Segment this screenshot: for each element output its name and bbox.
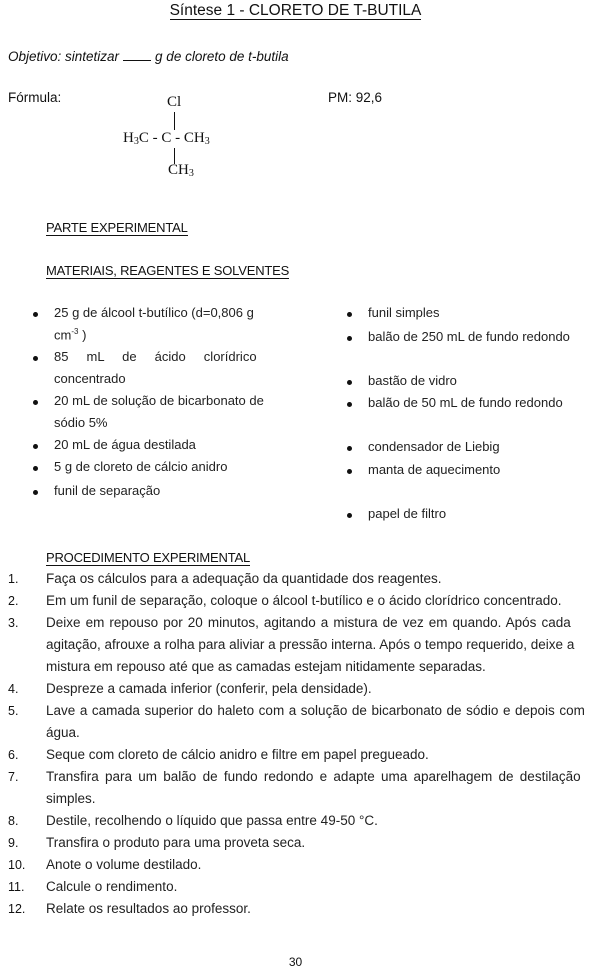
objective-blank	[123, 48, 151, 61]
step-text: Transfira para um balão de fundo redondo e adapte uma aparelhagem de destilação	[46, 769, 581, 784]
list-item: 25 g de álcool t-butílico (d=0,806 g	[54, 305, 254, 320]
step-number: 10.	[8, 858, 26, 872]
bullet-icon	[33, 490, 38, 495]
step-text: Em um funil de separação, coloque o álcool t-butílico e o ácido clorídrico concentrado.	[46, 593, 562, 608]
list-item: bastão de vidro	[368, 373, 457, 388]
structure-middle: $H_3C$ - C - $CH_3$	[123, 130, 210, 147]
bullet-icon	[33, 444, 38, 449]
page-title-text: Síntese 1 - CLORETO DE T-BUTILA	[169, 2, 422, 19]
section-materials: MATERIAIS, REAGENTES E SOLVENTES	[46, 263, 290, 278]
step-text: Transfira o produto para uma proveta seca.	[46, 835, 306, 850]
step-text: Lave a camada superior do haleto com a solução de bicarbonato de sódio e depois com	[46, 703, 585, 718]
step-text: Deixe em repouso por 20 minutos, agitando a mistura de vez em quando. Após cada	[46, 615, 571, 630]
step-text-cont: água.	[46, 725, 80, 740]
step-text: Faça os cálculos para a adequação da quantidade dos reagentes.	[46, 571, 442, 586]
list-item: 5 g de cloreto de cálcio anidro	[54, 459, 228, 474]
bullet-icon	[33, 466, 38, 471]
step-number: 11.	[8, 880, 25, 894]
page-title	[0, 2, 591, 20]
section-procedure: PROCEDIMENTO EXPERIMENTAL	[46, 550, 250, 565]
list-item: manta de aquecimento	[368, 462, 501, 477]
objective-line	[8, 48, 289, 64]
list-item: funil simples	[368, 305, 440, 320]
step-text: Despreze a camada inferior (conferir, pela densidade).	[46, 681, 372, 696]
bullet-icon	[347, 380, 352, 385]
step-text-cont: mistura em repouso até que as camadas estejam nitidamente separadas.	[46, 659, 486, 674]
list-item-cont: $cm^{-3}$ )	[54, 327, 87, 343]
list-item: balão de 50 mL de fundo redondo	[368, 395, 563, 410]
list-item: funil de separação	[54, 483, 161, 498]
bullet-icon	[347, 469, 352, 474]
step-number: 4.	[8, 682, 19, 696]
list-item: balão de 250 mL de fundo redondo	[368, 329, 570, 344]
list-item: papel de filtro	[368, 506, 447, 521]
bullet-icon	[347, 446, 352, 451]
objective-suffix: g de cloreto de t-butila	[155, 49, 289, 64]
step-number: 3.	[8, 616, 19, 630]
bullet-icon	[33, 356, 38, 361]
structure-cl: Cl	[167, 94, 182, 110]
step-number: 8.	[8, 814, 19, 828]
bullet-icon	[347, 402, 352, 407]
bullet-icon	[347, 513, 352, 518]
section-experimental: PARTE EXPERIMENTAL	[46, 220, 188, 235]
step-number: 6.	[8, 748, 19, 762]
list-item: condensador de Liebig	[368, 439, 500, 454]
bullet-icon	[33, 400, 38, 405]
molecular-weight: PM: 92,6	[328, 90, 383, 105]
bullet-icon	[347, 312, 352, 317]
list-item: 20 mL de solução de bicarbonato de	[54, 393, 264, 408]
step-number: 9.	[8, 836, 19, 850]
list-item-cont: sódio 5%	[54, 415, 108, 430]
list-item: 85 mL de ácido clorídrico	[54, 349, 257, 364]
step-text: Relate os resultados ao professor.	[46, 901, 251, 916]
list-item: 20 mL de água destilada	[54, 437, 196, 452]
step-number: 2.	[8, 594, 19, 608]
step-text: Seque com cloreto de cálcio anidro e filtre em papel pregueado.	[46, 747, 429, 762]
list-item-cont: concentrado	[54, 371, 126, 386]
structure-bottom: $CH_3$	[168, 162, 194, 179]
bond-top	[174, 112, 175, 130]
step-number: 12.	[8, 902, 26, 916]
bullet-icon	[347, 336, 352, 341]
step-text-cont: simples.	[46, 791, 96, 806]
step-number: 5.	[8, 704, 19, 718]
step-text: Calcule o rendimento.	[46, 879, 178, 894]
page-number: 30	[288, 955, 303, 969]
step-text: Destile, recolhendo o líquido que passa entre 49-50 °C.	[46, 813, 378, 828]
formula-label: Fórmula:	[8, 90, 62, 105]
step-text-cont: agitação, afrouxe a rolha para aliviar a pressão interna. Após o tempo requerido, deixe a	[46, 637, 575, 652]
step-text: Anote o volume destilado.	[46, 857, 202, 872]
step-number: 7.	[8, 770, 19, 784]
objective-prefix: Objetivo: sintetizar	[8, 49, 120, 64]
step-number: 1.	[8, 572, 19, 586]
bullet-icon	[33, 312, 38, 317]
